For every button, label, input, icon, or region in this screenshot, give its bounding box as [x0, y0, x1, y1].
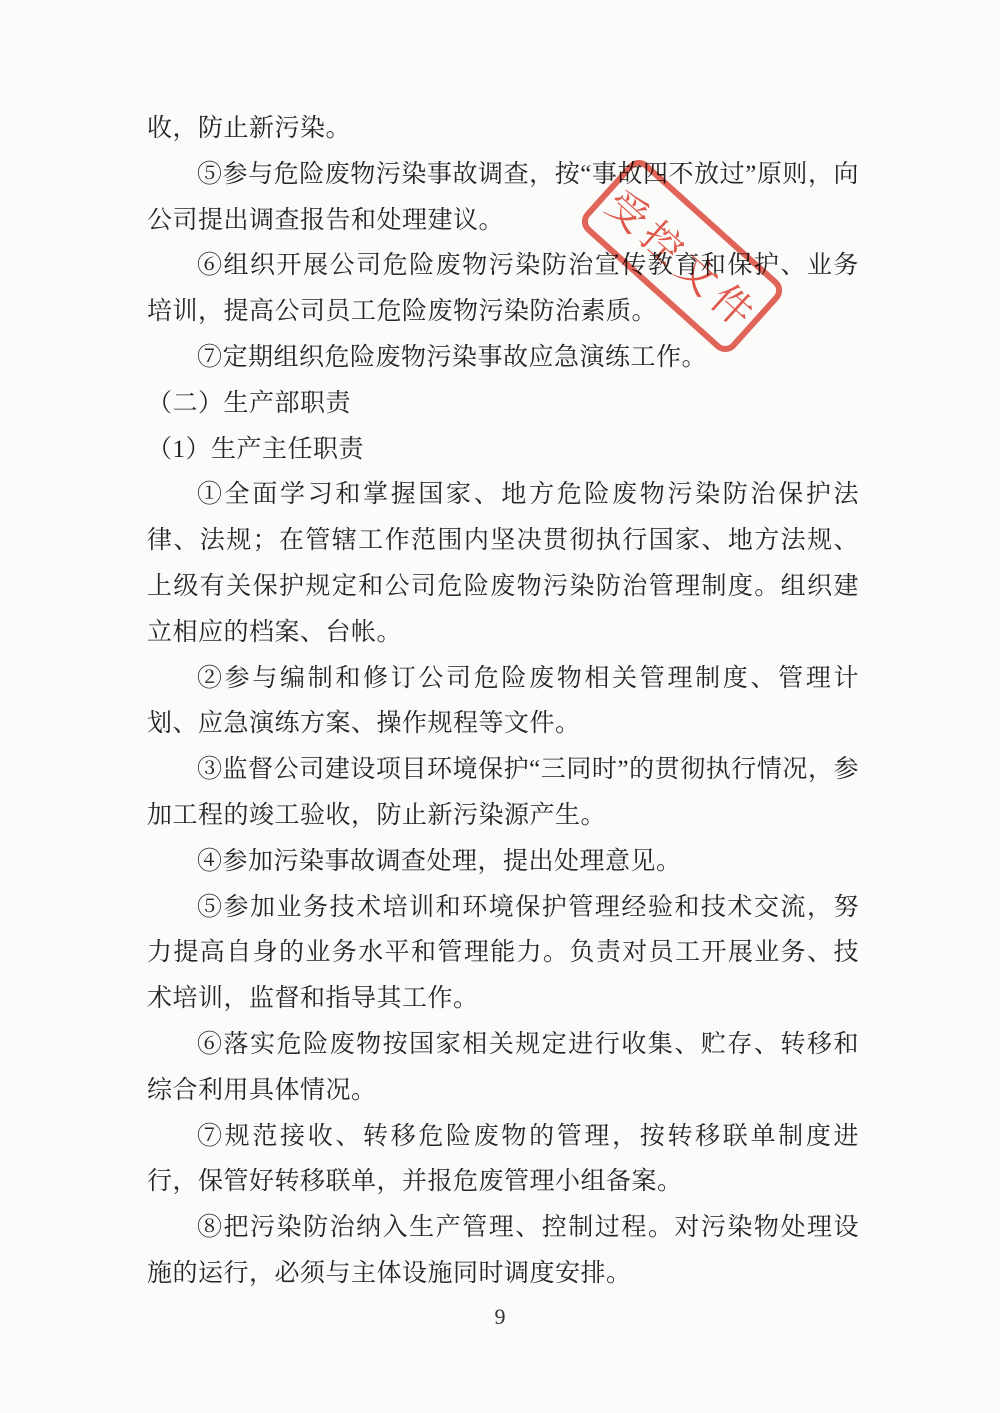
paragraph-item-5b: ⑤参加业务技术培训和环境保护管理经验和技术交流，努力提高自身的业务水平和管理能力。负责对员工开展业务、技术培训，监督和指导其工作。 — [147, 893, 859, 1013]
paragraph-item-3: ③监督公司建设项目环境保护“三同时”的贯彻执行情况，参加工程的竣工验收，防止新污染源产生。 — [147, 756, 859, 829]
paragraph-item-6b: ⑥落实危险废物按国家相关规定进行收集、贮存、转移和综合利用具体情况。 — [147, 1030, 859, 1104]
document-body — [147, 106, 859, 1297]
paragraph-item-6: ⑥组织开展公司危险废物污染防治宣传教育和保护、业务培训，提高公司员工危险废物污染防治素质。 — [147, 252, 859, 326]
paragraph-item-8: ⑧把污染防治纳入生产管理、控制过程。对污染物处理设施的运行，必须与主体设施同时调度安排。 — [147, 1214, 859, 1287]
paragraph-item-4: ④参加污染事故调查处理，提出处理意见。 — [197, 847, 682, 875]
paragraph-item-7b: ⑦规范接收、转移危险废物的管理，按转移联单制度进行，保管好转移联单，并报危废管理小组备案。 — [147, 1122, 859, 1196]
section-heading-production-director: （1）生产主任职责 — [147, 435, 365, 463]
section-heading-production-dept: （二）生产部职责 — [147, 389, 352, 417]
stamp-text: 受控文件 — [597, 180, 768, 341]
paragraph-continuation: 收，防止新污染。 — [147, 115, 352, 142]
paragraph-item-5: ⑤参与危险废物污染事故调查，按“事故四不放过”原则，向公司提出调查报告和处理建议。 — [147, 160, 859, 234]
paragraph-item-1: ①全面学习和掌握国家、地方危险废物污染防治保护法律、法规；在管辖工作范围内坚决贯彻执行国家、地方法规、上级有关保护规定和公司危险废物污染防治管理制度。组织建立相应的档案、台帐。 — [147, 481, 859, 646]
paragraph-item-7: ⑦定期组织危险废物污染事故应急演练工作。 — [197, 343, 708, 371]
page-number: 9 — [494, 1304, 506, 1329]
paragraph-item-2: ②参与编制和修订公司危险废物相关管理制度、管理计划、应急演练方案、操作规程等文件。 — [147, 664, 859, 738]
